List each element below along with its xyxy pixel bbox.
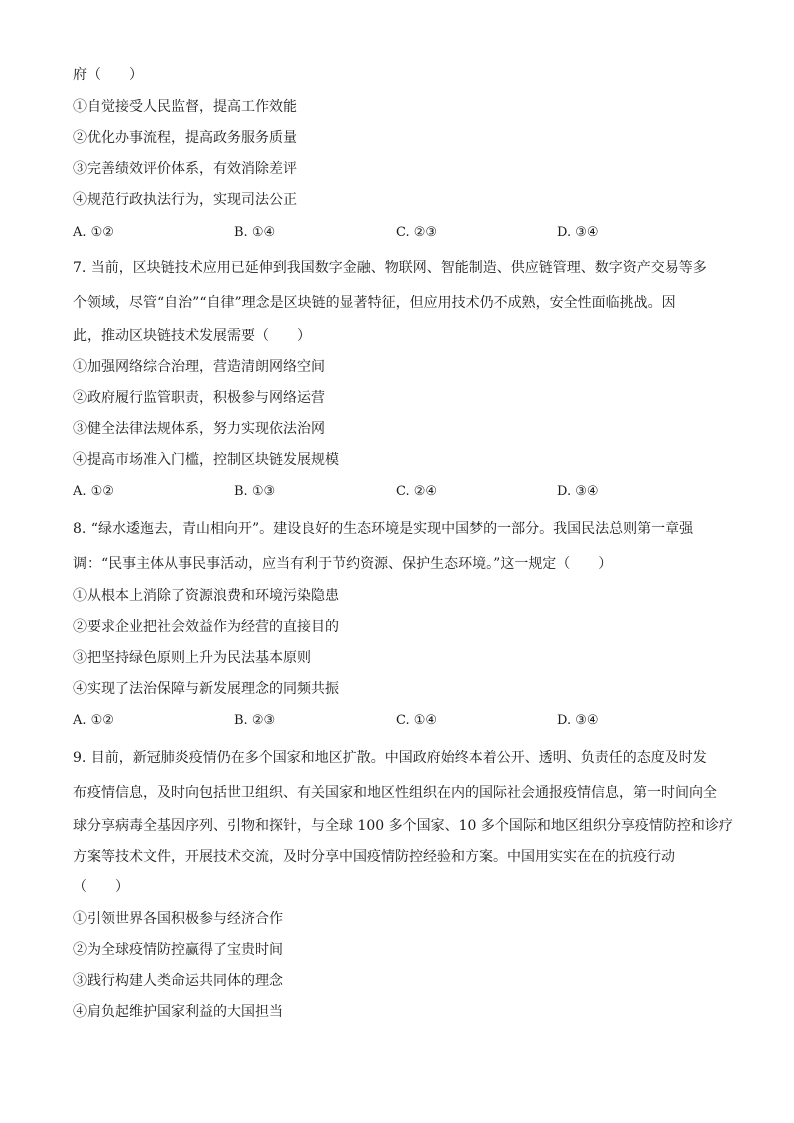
- q7-stem-line-3: 此，推动区块链技术发展需要（ ）: [73, 328, 311, 344]
- q9-item-2: ②为全球疫情防控赢得了宝贵时间: [73, 942, 283, 958]
- q6-option-c: C. ②③: [396, 225, 438, 240]
- q9-stem-line-3: 球分享病毒全基因序列、引物和探针，与全球 100 多个国家、10 多个国际和地区组织分享疫情防控和诊疗: [73, 818, 733, 834]
- q9-stem-line-2: 布疫情信息，及时向包括世卫组织、有关国家和地区性组织在内的国际社会通报疫情信息，第一时间向全: [73, 785, 717, 801]
- q7-item-1: ①加强网络综合治理，营造清朗网络空间: [73, 359, 325, 375]
- q6-item-2: ②优化办事流程，提高政务服务质量: [73, 130, 297, 146]
- q7-option-a: A. ①②: [73, 484, 114, 499]
- q6-option-b: B. ①④: [234, 225, 276, 240]
- q8-option-d: D. ③④: [557, 713, 599, 728]
- q6-item-1: ①自觉接受人民监督，提高工作效能: [73, 99, 297, 115]
- q6-item-3: ③完善绩效评价体系，有效消除差评: [73, 161, 297, 177]
- q9-stem-line-4: 方案等技术文件，开展技术交流，及时分享中国疫情防控经验和方案。中国用实实在在的抗疫行动: [73, 849, 675, 865]
- q7-option-d: D. ③④: [557, 484, 599, 499]
- q8-item-1: ①从根本上消除了资源浪费和环境污染隐患: [73, 588, 339, 604]
- q9-item-3: ③践行构建人类命运共同体的理念: [73, 973, 283, 989]
- q8-stem-line-2: 调：“民事主体从事民事活动，应当有利于节约资源、保护生态环境。”这一规定（ ）: [73, 556, 613, 572]
- q6-option-d: D. ③④: [557, 225, 599, 240]
- q7-item-2: ②政府履行监管职责，积极参与网络运营: [73, 390, 325, 406]
- q9-stem-line-1: 9. 目前，新冠肺炎疫情仍在多个国家和地区扩散。中国政府始终本着公开、透明、负责任的态度及时发: [73, 750, 707, 766]
- q6-option-a: A. ①②: [73, 225, 114, 240]
- q8-option-b: B. ②③: [234, 713, 276, 728]
- q6-item-4: ④规范行政执法行为，实现司法公正: [73, 192, 297, 208]
- q7-option-b: B. ①③: [234, 484, 276, 499]
- q9-stem-blank: （ ）: [73, 879, 129, 895]
- q8-stem-line-1: 8. “绿水逶迤去，青山相向开”。建设良好的生态环境是实现中国梦的一部分。我国民法总则第一章强: [73, 521, 694, 537]
- q7-item-3: ③健全法律法规体系，努力实现依法治网: [73, 421, 325, 437]
- q7-option-c: C. ②④: [396, 484, 438, 499]
- q7-item-4: ④提高市场准入门槛，控制区块链发展规模: [73, 452, 339, 468]
- q9-item-4: ④肩负起维护国家利益的大国担当: [73, 1004, 283, 1020]
- q6-stem-tail: 府（ ）: [73, 67, 143, 83]
- q8-option-a: A. ①②: [73, 713, 114, 728]
- q8-option-c: C. ①④: [396, 713, 438, 728]
- q8-item-2: ②要求企业把社会效益作为经营的直接目的: [73, 619, 339, 635]
- q7-stem-line-2: 个领域，尽管“自治”“自律”理念是区块链的显著特征，但应用技术仍不成熟，安全性面临挑战。因: [73, 295, 676, 311]
- q8-item-4: ④实现了法治保障与新发展理念的同频共振: [73, 681, 339, 697]
- q9-item-1: ①引领世界各国积极参与经济合作: [73, 911, 283, 927]
- q7-stem-line-1: 7. 当前，区块链技术应用已延伸到我国数字金融、物联网、智能制造、供应链管理、数字资产交易等多: [73, 260, 707, 276]
- q8-item-3: ③把坚持绿色原则上升为民法基本原则: [73, 650, 311, 666]
